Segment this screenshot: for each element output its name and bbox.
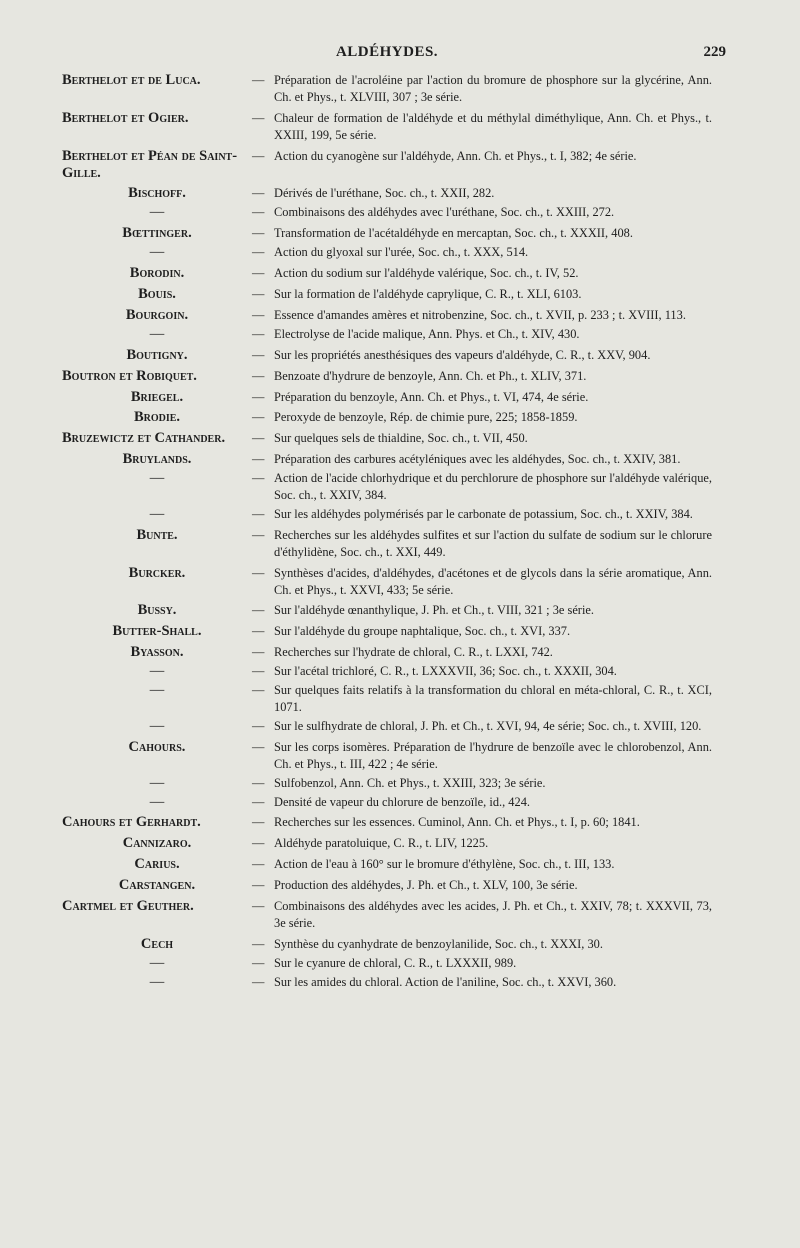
author-name: Carstangen. <box>118 877 196 894</box>
author-name: Cahours. <box>128 738 186 755</box>
reference-item <box>252 565 712 599</box>
leader-dash: — <box>252 527 265 542</box>
leader-dash: — <box>252 664 265 679</box>
bibliography-entry <box>62 814 712 831</box>
bibliography-entry <box>62 185 712 202</box>
reference-item <box>252 430 712 447</box>
leader-dash: — <box>252 471 265 486</box>
reference-text: Action du sodium sur l'aldéhyde valérique, Soc. ch., t. IV, 52. <box>274 266 579 281</box>
reference-item <box>252 877 712 894</box>
ditto-dash: — <box>149 470 165 487</box>
leader-dash: — <box>252 739 265 754</box>
leader-dash: — <box>252 148 265 163</box>
bibliography-entry <box>62 286 712 303</box>
author-name: Cech <box>140 935 174 952</box>
reference-item <box>252 326 712 343</box>
reference-item <box>252 470 712 504</box>
reference-text: Sur l'aldéhyde du groupe naphtalique, Soc. ch., t. XVI, 337. <box>274 624 571 639</box>
ditto-dash: — <box>149 793 165 810</box>
reference-item <box>252 527 712 561</box>
bibliography-entry <box>62 409 712 426</box>
bibliography-entry <box>62 718 712 735</box>
reference-text: Sur les aldéhydes polymérisés par le carbonate de potassium, Soc. ch., t. XXIV, 384. <box>274 506 693 521</box>
reference-item <box>252 347 712 364</box>
reference-item <box>252 682 712 716</box>
bibliography-entry <box>62 936 712 953</box>
reference-text: Action de l'eau à 160° sur le bromure d'éthylène, Soc. ch., t. III, 133. <box>274 857 615 872</box>
bibliography-entry <box>62 225 712 242</box>
author-name: Cannizaro. <box>122 835 192 852</box>
reference-text: Action du glyoxal sur l'urée, Soc. ch., t. XXX, 514. <box>274 245 529 260</box>
reference-text: Action de l'acide chlorhydrique et du perchlorure de phosphore sur l'aldéhyde valérique, Soc. ch., t. XXIV, 384. <box>274 471 712 503</box>
ditto-dash: — <box>149 244 165 261</box>
leader-dash: — <box>252 410 265 425</box>
author-name: Boutron et Robiquet. <box>62 367 197 384</box>
reference-item <box>252 775 712 792</box>
reference-item <box>252 185 712 202</box>
reference-item <box>252 225 712 242</box>
reference-item <box>252 663 712 680</box>
leader-dash: — <box>252 506 265 521</box>
leader-dash: — <box>252 794 265 809</box>
ditto-dash: — <box>149 973 165 990</box>
reference-text: Combinaisons des aldéhydes avec l'uréthane, Soc. ch., t. XXIII, 272. <box>274 205 615 220</box>
leader-dash: — <box>252 368 265 383</box>
bibliography-entry <box>62 898 712 932</box>
bibliography-entry <box>62 451 712 468</box>
reference-text: Sur l'aldéhyde œnanthylique, J. Ph. et Ch., t. VIII, 321 ; 3e série. <box>274 603 594 618</box>
reference-item <box>252 974 712 991</box>
bibliography-entry <box>62 739 712 773</box>
leader-dash: — <box>252 645 265 660</box>
bibliography-entry <box>62 663 712 680</box>
reference-item <box>252 794 712 811</box>
reference-item <box>252 644 712 661</box>
leader-dash: — <box>252 775 265 790</box>
author-name: Brodie. <box>133 409 181 426</box>
bibliography-entry <box>62 644 712 661</box>
ditto-dash: — <box>149 717 165 734</box>
author-name: Berthelot et Ogier. <box>62 109 189 126</box>
running-head: ALDÉHYDES. <box>335 44 439 60</box>
leader-dash: — <box>252 186 265 201</box>
leader-dash: — <box>252 326 265 341</box>
leader-dash: — <box>252 878 265 893</box>
page-number: 229 <box>703 44 726 60</box>
bibliography-entry <box>62 244 712 261</box>
bibliography-entry <box>62 110 712 144</box>
reference-item <box>252 368 712 385</box>
bibliography-entry <box>62 204 712 221</box>
ditto-dash: — <box>149 774 165 791</box>
author-name: Berthelot et de Luca. <box>62 72 201 88</box>
author-name: Bourgoin. <box>125 306 189 323</box>
ditto-dash: — <box>149 325 165 342</box>
author-name: Bruylands. <box>122 451 192 468</box>
reference-item <box>252 856 712 873</box>
reference-text: Synthèse du cyanhydrate de benzoylanilide, Soc. ch., t. XXXI, 30. <box>274 936 603 951</box>
reference-text: Sulfobenzol, Ann. Ch. et Phys., t. XXIII, 323; 3e série. <box>274 775 546 790</box>
bibliography-entry <box>62 72 712 106</box>
leader-dash: — <box>252 452 265 467</box>
leader-dash: — <box>252 389 265 404</box>
author-name: Bruzewictz et Cathander. <box>62 430 226 447</box>
reference-item <box>252 955 712 972</box>
ditto-dash: — <box>149 954 165 971</box>
reference-text: Sur quelques sels de thialdine, Soc. ch., t. VII, 450. <box>274 431 528 446</box>
author-name: Butter-Shall. <box>112 623 202 640</box>
reference-text: Sur l'acétal trichloré, C. R., t. LXXXVII, 36; Soc. ch., t. XXXII, 304. <box>274 664 617 679</box>
leader-dash: — <box>252 565 265 580</box>
bibliography-entry <box>62 565 712 599</box>
reference-item <box>252 110 712 144</box>
ditto-dash: — <box>149 204 165 221</box>
reference-text: Electrolyse de l'acide malique, Ann. Phys. et Ch., t. XIV, 430. <box>274 326 580 341</box>
bibliography-entry <box>62 775 712 792</box>
reference-item <box>252 72 712 106</box>
author-name: Berthelot et Péan de Saint-Gille. <box>62 147 238 181</box>
reference-item <box>252 286 712 303</box>
bibliography-entry <box>62 265 712 282</box>
leader-dash: — <box>252 974 265 989</box>
reference-item <box>252 623 712 640</box>
bibliography-entry <box>62 470 712 504</box>
bibliography-entry <box>62 389 712 406</box>
bibliography-entry <box>62 368 712 385</box>
author-name: Bouis. <box>138 285 176 302</box>
reference-text: Transformation de l'acétaldéhyde en mercaptan, Soc. ch., t. XXXII, 408. <box>274 226 633 241</box>
author-name: Cahours et Gerhardt. <box>62 814 201 831</box>
bibliography-entry <box>62 430 712 447</box>
reference-text: Aldéhyde paratoluique, C. R., t. LIV, 1225. <box>274 836 489 851</box>
reference-text: Recherches sur l'hydrate de chloral, C. R., t. LXXI, 742. <box>274 645 553 660</box>
leader-dash: — <box>252 955 265 970</box>
leader-dash: — <box>252 226 265 241</box>
author-name: Bœttinger. <box>122 225 192 242</box>
ditto-dash: — <box>149 505 165 522</box>
ditto-dash: — <box>149 682 165 699</box>
reference-text: Combinaisons des aldéhydes avec les acides, J. Ph. et Ch., t. XXIV, 78; t. XXXVII, 73, 3e série. <box>274 899 712 930</box>
bibliography-entry <box>62 347 712 364</box>
leader-dash: — <box>252 899 265 914</box>
reference-item <box>252 307 712 324</box>
reference-item <box>252 244 712 261</box>
reference-item <box>252 204 712 221</box>
author-name: Briegel. <box>130 388 184 405</box>
leader-dash: — <box>252 936 265 951</box>
leader-dash: — <box>252 603 265 618</box>
reference-item <box>252 936 712 953</box>
page-header <box>62 44 726 66</box>
reference-item <box>252 898 712 932</box>
bibliography-entry <box>62 623 712 640</box>
leader-dash: — <box>252 347 265 362</box>
bibliography-entry <box>62 955 712 972</box>
leader-dash: — <box>252 431 265 446</box>
reference-text: Préparation de l'acroléine par l'action du bromure de phosphore sur la glycérine, Ann. Ch. et Phys., t. XLVIII, 307 ; 3e série. <box>274 73 712 104</box>
reference-item <box>252 602 712 619</box>
bibliography-entry <box>62 148 712 182</box>
reference-text: Recherches sur les essences. Cuminol, Ann. Ch. et Phys., t. I, p. 60; 1841. <box>274 815 640 830</box>
bibliography-entry <box>62 835 712 852</box>
bibliography-entry <box>62 527 712 561</box>
leader-dash: — <box>252 286 265 301</box>
bibliography-entry <box>62 856 712 873</box>
author-name: Bussy. <box>137 602 177 619</box>
leader-dash: — <box>252 307 265 322</box>
author-name: Bunte. <box>136 526 178 543</box>
reference-text: Sur les amides du chloral. Action de l'aniline, Soc. ch., t. XXVI, 360. <box>274 974 617 989</box>
author-name: Burcker. <box>128 564 186 581</box>
leader-dash: — <box>252 836 265 851</box>
reference-text: Préparation des carbures acétyléniques avec les aldéhydes, Soc. ch., t. XXIV, 381. <box>274 452 681 467</box>
bibliography-list <box>62 72 712 991</box>
leader-dash: — <box>252 683 265 698</box>
ditto-dash: — <box>149 663 165 680</box>
author-name: Bischoff. <box>128 185 186 202</box>
leader-dash: — <box>252 110 265 125</box>
reference-text: Préparation du benzoyle, Ann. Ch. et Phys., t. VI, 474, 4e série. <box>274 389 589 404</box>
reference-item <box>252 739 712 773</box>
reference-text: Essence d'amandes amères et nitrobenzine, Soc. ch., t. XVII, p. 233 ; t. XVIII, 113. <box>274 307 686 322</box>
bibliography-entry <box>62 877 712 894</box>
reference-text: Production des aldéhydes, J. Ph. et Ch., t. XLV, 100, 3e série. <box>274 878 578 893</box>
author-name: Boutigny. <box>126 346 188 363</box>
reference-text: Densité de vapeur du chlorure de benzoïle, id., 424. <box>274 794 530 809</box>
reference-text: Action du cyanogène sur l'aldéhyde, Ann. Ch. et Phys., t. I, 382; 4e série. <box>274 148 637 163</box>
reference-item <box>252 835 712 852</box>
author-name: Carius. <box>134 856 180 873</box>
reference-item <box>252 718 712 735</box>
reference-text: Chaleur de formation de l'aldéhyde et du méthylal diméthylique, Ann. Ch. et Phys., t. XXIII, 199, 5e série. <box>274 110 712 142</box>
bibliography-entry <box>62 974 712 991</box>
reference-text: Synthèses d'acides, d'aldéhydes, d'acétones et de glycols dans la série aromatique, Ann. Ch. et Phys., t. XXVI, 433; 5e série. <box>274 565 712 597</box>
reference-text: Sur les propriétés anesthésiques des vapeurs d'aldéhyde, C. R., t. XXV, 904. <box>274 347 651 362</box>
leader-dash: — <box>252 857 265 872</box>
bibliography-entry <box>62 794 712 811</box>
reference-item <box>252 506 712 523</box>
reference-item <box>252 148 712 165</box>
leader-dash: — <box>252 718 265 733</box>
leader-dash: — <box>252 245 265 260</box>
reference-text: Dérivés de l'uréthane, Soc. ch., t. XXII, 282. <box>274 186 495 201</box>
reference-text: Sur le cyanure de chloral, C. R., t. LXXXII, 989. <box>274 955 517 970</box>
bibliography-entry <box>62 506 712 523</box>
leader-dash: — <box>252 266 265 281</box>
reference-item <box>252 814 712 831</box>
leader-dash: — <box>252 624 265 639</box>
reference-text: Sur les corps isomères. Préparation de l'hydrure de benzoïle avec le chlorobenzol, Ann. Ch. et Phys., t. III, 422 ; 4e série. <box>274 739 712 771</box>
reference-item <box>252 451 712 468</box>
reference-text: Recherches sur les aldéhydes sulfites et sur l'action du sulfate de sodium sur le chlorure d'éthylidène, Soc. ch., t. XXI, 449. <box>274 527 712 559</box>
author-name: Cartmel et Geuther. <box>62 898 194 915</box>
bibliography-entry <box>62 682 712 716</box>
reference-item <box>252 389 712 406</box>
reference-text: Sur la formation de l'aldéhyde caprylique, C. R., t. XLI, 6103. <box>274 286 582 301</box>
reference-text: Peroxyde de benzoyle, Rép. de chimie pure, 225; 1858-1859. <box>274 410 578 425</box>
reference-item <box>252 409 712 426</box>
reference-item <box>252 265 712 282</box>
bibliography-entry <box>62 602 712 619</box>
bibliography-entry <box>62 307 712 324</box>
leader-dash: — <box>252 73 265 87</box>
reference-text: Sur le sulfhydrate de chloral, J. Ph. et Ch., t. XVI, 94, 4e série; Soc. ch., t. XVIII, 120. <box>274 718 702 733</box>
author-name: Borodin. <box>129 265 185 282</box>
author-name: Byasson. <box>130 644 184 661</box>
bibliography-entry <box>62 326 712 343</box>
leader-dash: — <box>252 815 265 830</box>
reference-text: Benzoate d'hydrure de benzoyle, Ann. Ch. et Ph., t. XLIV, 371. <box>274 368 587 383</box>
reference-text: Sur quelques faits relatifs à la transformation du chloral en méta-chloral, C. R., t. XCI, 1071. <box>274 683 712 714</box>
leader-dash: — <box>252 205 265 220</box>
